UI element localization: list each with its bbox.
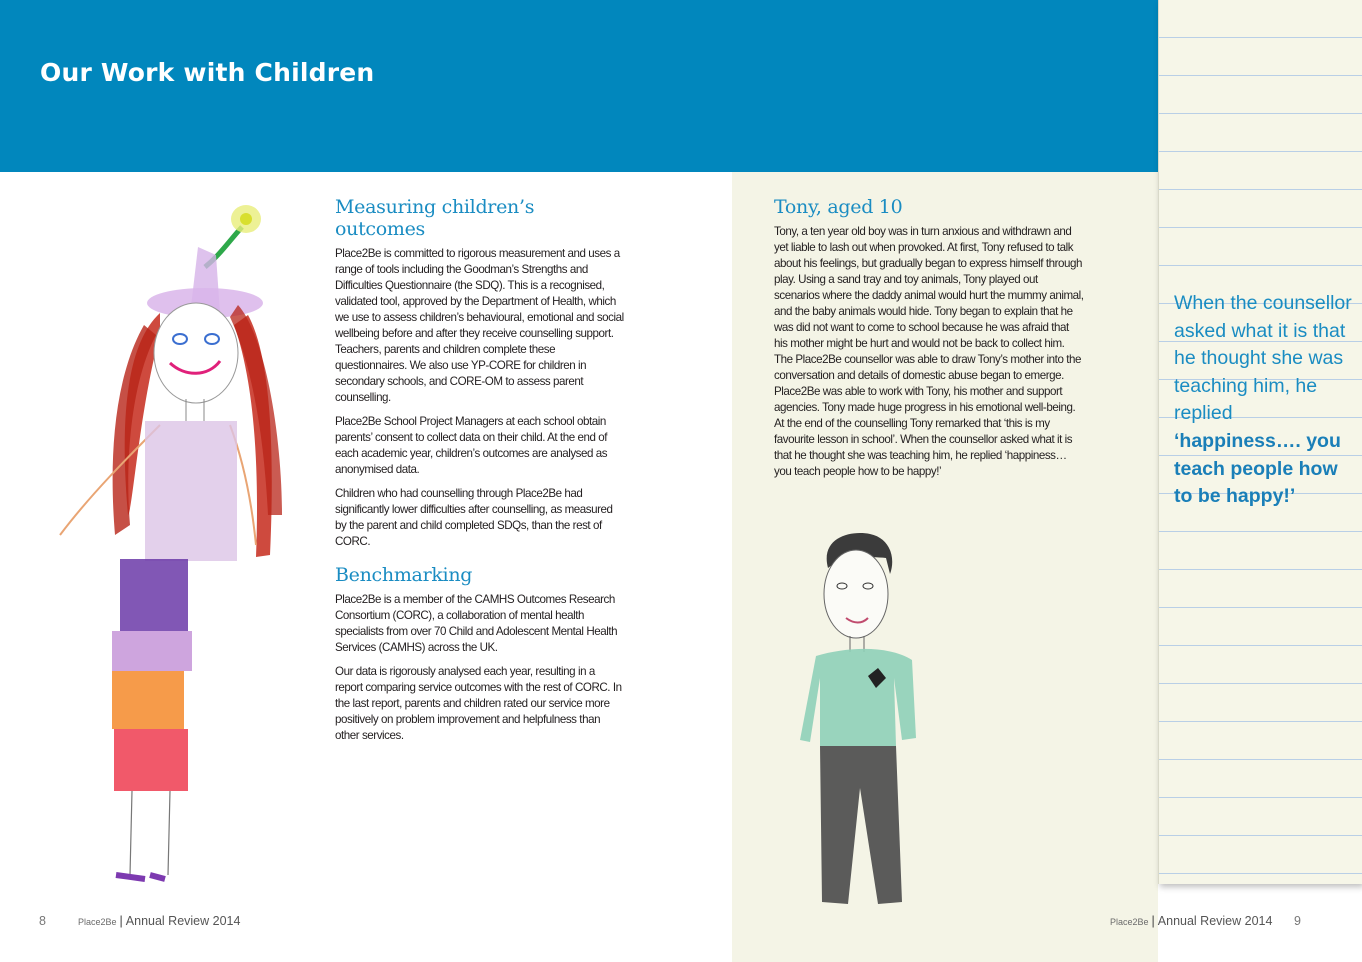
pull-quote [1174, 290, 1354, 511]
boy-drawing-illustration [790, 528, 930, 918]
paragraph: Place2Be is committed to rigorous measurement and uses a range of tools including the Goodman’s Strengths and Difficulties Questionnaire (the SDQ). This is a recognised, validated tool, approved by the Department of Health, which we use to assess children’s behavioural, emotional and social wellbeing before and after they receive counselling support. Teachers, parents and children complete these questionnaires. We also use YP-CORE for children in secondary schools, and CORE-OM to assess parent counselling. [335, 247, 624, 404]
paragraph: Our data is rigorously analysed each year, resulting in a report comparing service outcomes with the rest of CORC. In the last report, parents and children rated our service more positively on problem improvement and helpfulness than other services. [335, 665, 622, 742]
footer-separator: | [119, 914, 123, 928]
brand-logo-text: Place2Be [1110, 917, 1149, 927]
quote-emphasis: ‘happiness…. you teach people how to be happy!’ [1174, 429, 1341, 508]
heading-measuring-outcomes: Measuring children’s outcomes [335, 196, 535, 240]
brand-logo-text: Place2Be [78, 917, 117, 927]
case-study-paragraph: Tony, a ten year old boy was in turn anxious and withdrawn and yet liable to lash out when provoked. At first, Tony refused to talk about his feelings, but gradually began to express himself through play. Using a sand tray and toy animals, Tony played out scenarios where the daddy animal would hurt the mummy animal, and the baby animals would hide. Tony began to explain that he was did not want to come to school because he was afraid that his mother might be hurt and would not be back to collect him. The Place2Be counsellor was able to draw Tony’s mother into the conversation and details of domestic abuse began to emerge. Place2Be was able to work with Tony, his mother and support agencies. Tony made huge progress in his emotional well-being. At the end of the counselling Tony remarked that ‘this is my favourite lesson in school’. When the counsellor asked what it is that he thought she was teaching him, he replied ‘happiness… you teach people how to be happy!’ [774, 225, 1084, 478]
left-column [335, 196, 625, 752]
header-banner [0, 0, 1158, 172]
paragraph: Place2Be School Project Managers at each school obtain parents’ consent to collect data on their child. At the end of each academic year, children’s outcomes are analysed as anonymised data. [335, 415, 608, 476]
paragraph: Place2Be is a member of the CAMHS Outcomes Research Consortium (CORC), a collaboration of mental health specialists from over 70 Child and Adolescent Mental Health Services (CAMHS) across the UK. [335, 593, 618, 654]
heading-benchmarking: Benchmarking [335, 564, 473, 586]
quote-text: When the counsellor asked what it is that he thought she was teaching him, he replied [1174, 292, 1352, 425]
page-number-left: 8 [39, 914, 46, 928]
page-title: Our Work with Children [40, 58, 375, 87]
right-column [774, 196, 1084, 488]
footer-left [78, 914, 240, 928]
footer-right [1110, 914, 1272, 928]
girl-drawing-illustration [20, 185, 310, 895]
publication-title: Annual Review 2014 [1157, 914, 1273, 928]
page-number-right: 9 [1294, 914, 1301, 928]
paragraph: Children who had counselling through Place2Be had significantly lower difficulties after counselling, as measured by the parent and child completed SDQs, than the rest of CORC. [335, 487, 613, 548]
publication-title: Annual Review 2014 [125, 914, 241, 928]
heading-tony: Tony, aged 10 [774, 196, 903, 218]
footer-separator: | [1151, 914, 1155, 928]
